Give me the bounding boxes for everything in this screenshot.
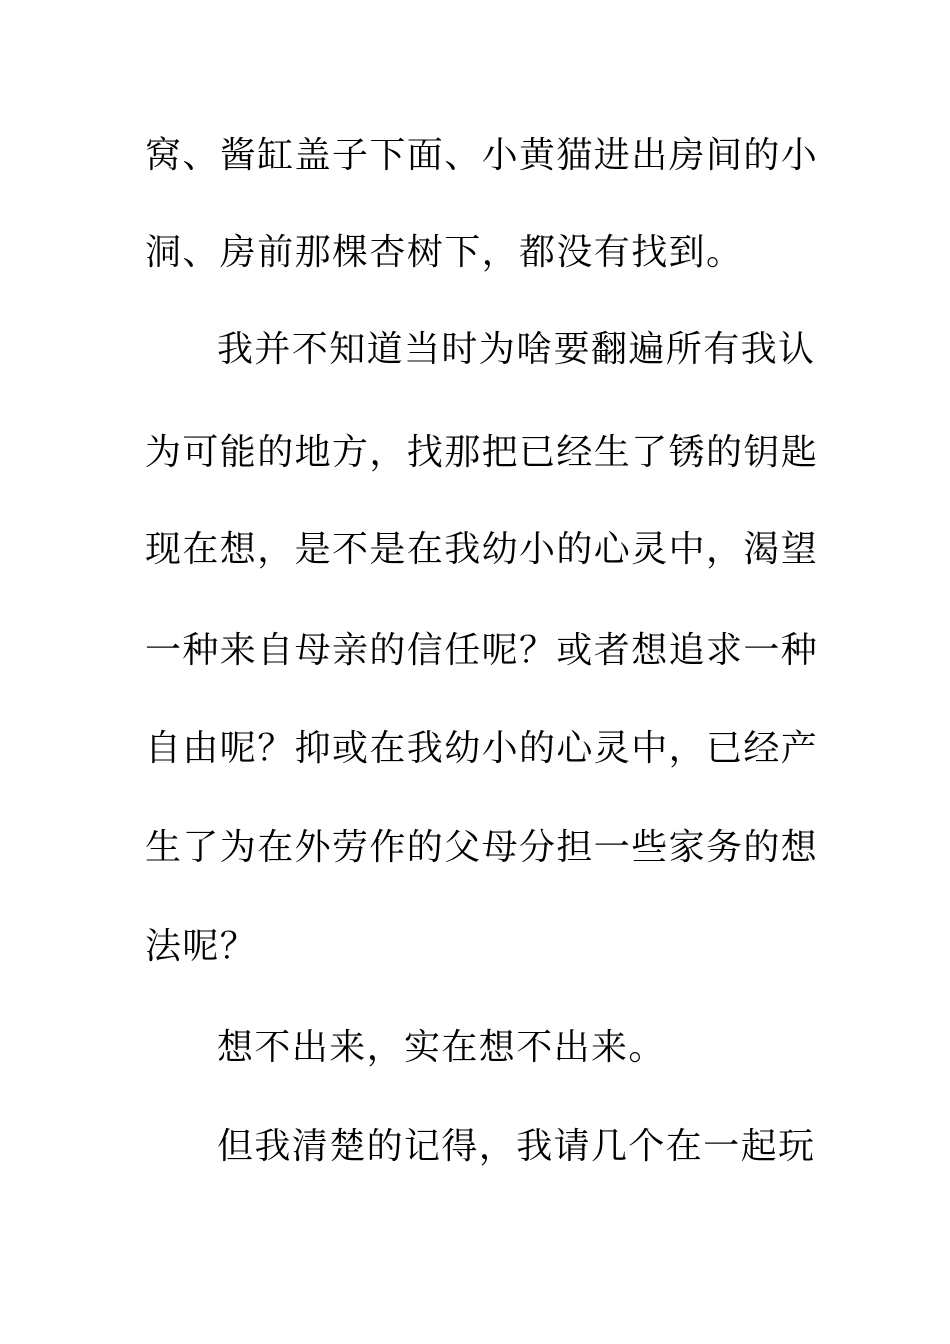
text-line: 为可能的地方，找那把已经生了锈的钥匙: [145, 432, 819, 473]
text-line: 自由呢？抑或在我幼小的心灵中，已经产: [145, 728, 819, 769]
text-line: 生了为在外劳作的父母分担一些家务的想: [145, 827, 819, 868]
paragraph-start-line: 但我清楚的记得，我请几个在一起玩: [217, 1126, 816, 1167]
text-line: 洞、房前那棵杏树下，都没有找到。: [145, 232, 744, 273]
text-line: 现在想，是不是在我幼小的心灵中，渴望: [145, 529, 819, 570]
text-line: 法呢？: [145, 926, 258, 967]
paragraph-start-line: 我并不知道当时为啥要翻遍所有我认: [217, 329, 816, 370]
paragraph-line: 想不出来，实在想不出来。: [217, 1027, 666, 1068]
text-line: 窝、酱缸盖子下面、小黄猫进出房间的小: [145, 135, 819, 176]
text-line: 一种来自母亲的信任呢？或者想追求一种: [145, 630, 819, 671]
